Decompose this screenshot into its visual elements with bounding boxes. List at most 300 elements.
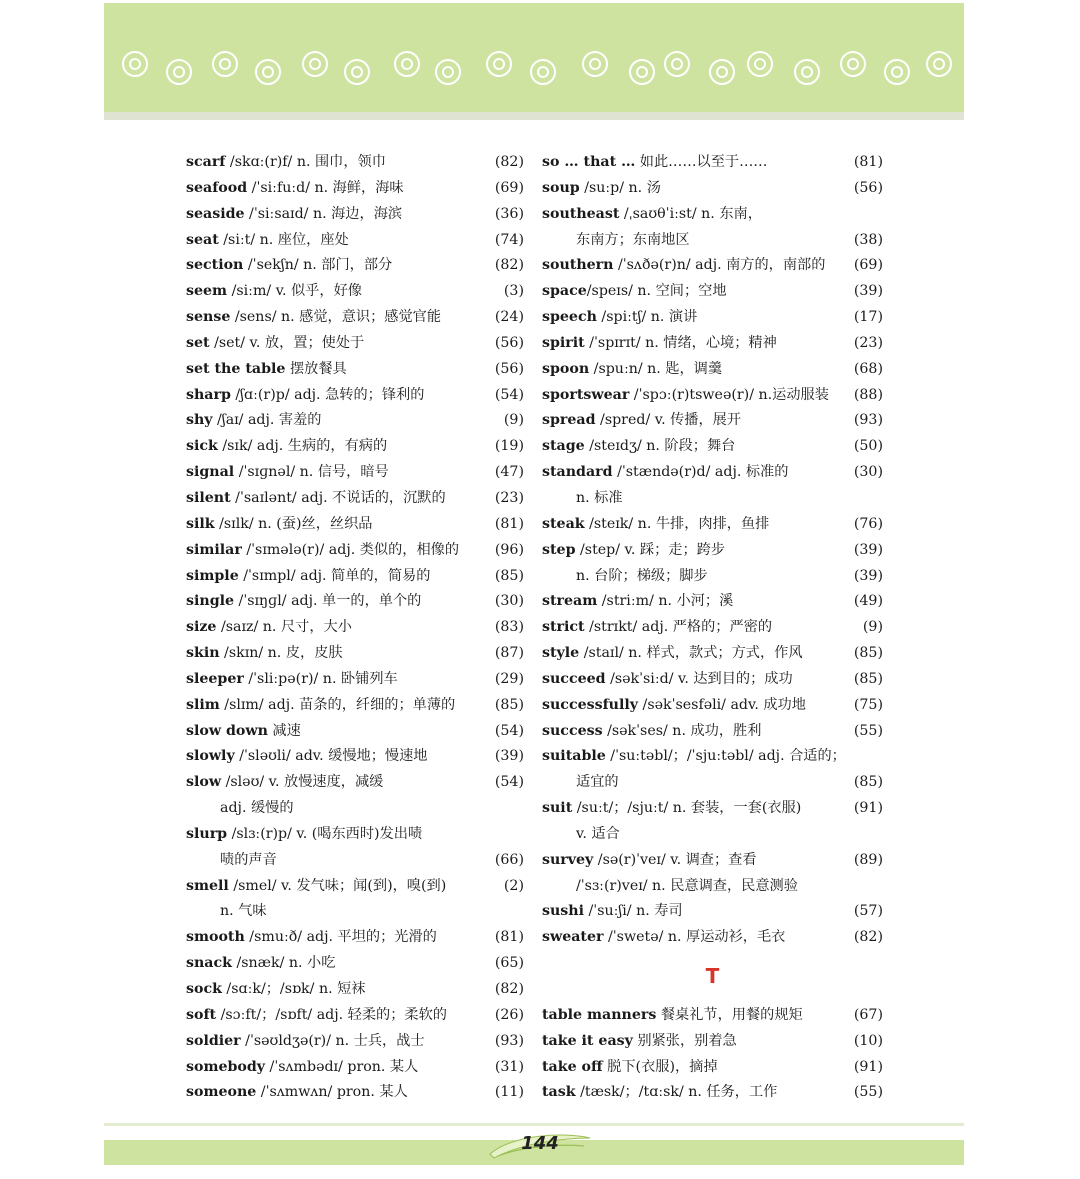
glossary-entry [542,538,883,564]
definition: /ˈsliːpə(r)/ n. 卧铺列车 [243,670,398,687]
definition: /ˌsaʊθˈiːst/ n. 东南， [619,205,762,222]
glossary-entry [542,331,883,357]
entry-text [186,460,389,486]
entry-text [186,874,446,900]
entry-text [186,770,383,796]
page-reference: (85) [853,670,883,687]
headword: seat [186,231,219,248]
entry-text [542,564,708,590]
definition: n. 气味 [220,903,267,920]
glossary-entry [542,874,883,900]
entry-text [186,796,294,822]
definition: /suːt/；/sjuːt/ n. 套装，一套(衣服) [572,800,802,817]
definition: /sləʊ/ v. 放慢速度，减缓 [221,774,384,791]
entry-text [542,538,725,564]
page-reference: (49) [853,593,883,610]
glossary-entry [186,331,524,357]
entry-text [186,434,387,460]
headword: seem [186,283,228,300]
page-reference: (31) [494,1058,524,1075]
entry-text [186,512,373,538]
glossary-entry [186,176,524,202]
glossary-entry [186,770,524,796]
page-reference: (81) [853,154,883,170]
glossary-entry [542,1055,883,1081]
glossary-entry [542,253,883,279]
page-reference: (65) [494,955,524,972]
entry-text [186,383,424,409]
page-reference: (54) [494,386,524,403]
glossary-entry [186,202,524,228]
definition: /ˈsɪɡnəl/ n. 信号，暗号 [234,464,389,481]
page-reference: (11) [494,1084,524,1101]
entry-text [186,1003,447,1029]
headword: success [542,722,603,739]
glossary-entry [542,667,883,693]
definition: /set/ v. 放，置；使处于 [209,334,365,351]
definition: /ˈswetə/ n. 厚运动衫，毛衣 [603,929,786,946]
entry-text [186,486,446,512]
headword: slowly [186,748,235,765]
headword: style [542,645,580,662]
entry-text [186,1080,408,1106]
page-reference: (39) [853,541,883,558]
headword: smooth [186,929,245,946]
definition: /sens/ n. 感觉，意识；感觉官能 [230,309,442,326]
page-reference: (75) [853,696,883,713]
glossary-entry [542,228,883,254]
definition: n. 标准 [576,489,623,506]
glossary-entry [542,899,883,925]
page-reference: (85) [494,567,524,584]
headword: soup [542,179,580,196]
glossary-entry [542,693,883,719]
t-entries [542,1003,883,1106]
definition: /ˈsləʊli/ adv. 缓慢地；慢速地 [234,748,428,765]
definition: /smuːð/ adj. 平坦的；光滑的 [244,929,437,946]
entry-text [542,925,785,951]
entry-text [542,1055,718,1081]
ring-ornament-icon [709,59,735,85]
definition: /ˈstændə(r)d/ adj. 标准的 [612,464,789,481]
glossary-entry [186,408,524,434]
glossary-entry [186,667,524,693]
entry-text [186,331,364,357]
headword: sushi [542,903,584,920]
page-reference: (55) [853,722,883,739]
page-reference: (69) [853,257,883,274]
entry-text [186,667,398,693]
entry-text [542,408,741,434]
definition: 脱下(衣服)，摘掉 [602,1058,718,1075]
definition: /strɪkt/ adj. 严格的；严密的 [584,619,773,636]
headword: successfully [542,696,639,713]
headword: signal [186,464,235,481]
headword: southeast [542,205,620,222]
headword: table manners [542,1006,657,1023]
page-reference: (85) [494,696,524,713]
entry-text [542,822,620,848]
page-reference: (82) [494,154,524,170]
header-banner [104,3,964,119]
page-reference: (82) [853,929,883,946]
glossary-entry [186,822,524,848]
definition: /saɪz/ n. 尺寸，大小 [216,619,352,636]
entry-text [186,408,322,434]
section-letter: T [705,964,720,989]
page-reference: (10) [853,1032,883,1049]
page-reference: (39) [853,567,883,584]
entry-text [542,667,793,693]
entry-text [542,434,735,460]
headword: standard [542,464,613,481]
headword: set the table [186,360,286,377]
definition: /ˈsɜː(r)veɪ/ n. 民意调查，民意测验 [576,877,798,894]
entry-text [186,357,347,383]
headword: shy [186,412,213,429]
definition: /speɪs/ n. 空间；空地 [586,283,727,300]
definition: /spred/ v. 传播，展开 [595,412,742,429]
entry-text [186,822,422,848]
ring-ornament-icon [302,51,328,77]
headword: someone [186,1084,257,1101]
entry-text [186,719,301,745]
entry-text [186,202,402,228]
glossary-column-right [542,150,883,1106]
headword: sense [186,309,231,326]
ring-ornament-icon [530,59,556,85]
page-reference: (56) [494,360,524,377]
page-reference: (55) [853,1084,883,1101]
page-reference: (2) [503,877,524,894]
page-reference: (54) [494,774,524,791]
headword: sick [186,438,218,455]
headword: spirit [542,334,585,351]
definition: /staɪl/ n. 样式，款式；方式，作风 [579,645,803,662]
glossary-entry [186,615,524,641]
page-reference: (76) [853,515,883,532]
ring-ornament-icon [926,51,952,77]
definition: /steɪdʒ/ n. 阶段；舞台 [584,438,736,455]
entry-text [542,460,788,486]
definition: /ˈsɪmələ(r)/ adj. 类似的，相像的 [241,541,460,558]
glossary-entry [542,1080,883,1106]
page-reference: (82) [494,981,524,997]
page-reference: (85) [853,774,883,791]
page-reference: (39) [494,748,524,765]
page-reference: (96) [494,541,524,558]
decorative-rings [104,3,964,119]
headword: somebody [186,1058,266,1075]
headword: single [186,593,235,610]
page-reference: (85) [853,645,883,662]
glossary-entry [186,383,524,409]
glossary-entry [186,564,524,590]
definition: 东南方；东南地区 [576,231,690,248]
headword: task [542,1084,576,1101]
definition: /ˈsɪŋɡl/ adj. 单一的，单个的 [234,593,422,610]
page-reference: (88) [853,386,883,403]
headword: steak [542,515,585,532]
page-reference: (36) [494,205,524,222]
definition: /ˈsiːsaɪd/ n. 海边，海滨 [244,205,403,222]
entry-text [542,641,803,667]
headword: skin [186,645,220,662]
entry-text [186,589,421,615]
page-reference: (3) [503,283,524,300]
headword: suitable [542,748,606,765]
definition: /sɪk/ adj. 生病的，有病的 [217,438,388,455]
glossary-entry [186,1055,524,1081]
entry-text [186,615,352,641]
entry-text [542,331,777,357]
headword: scarf [186,154,226,170]
headword: slow down [186,722,268,739]
ring-ornament-icon [747,51,773,77]
definition: /ˈsəʊldʒə(r)/ n. 士兵，战士 [240,1032,425,1049]
entry-text [186,977,365,1003]
glossary-entry [186,486,524,512]
headword: so … that … [542,154,636,170]
page-number-badge [484,1124,596,1164]
page-reference: (38) [853,231,883,248]
definition: /snæk/ n. 小吃 [231,955,336,972]
page-reference: (74) [494,231,524,248]
glossary-entry [186,460,524,486]
page-reference: (47) [494,464,524,481]
entry-text [542,253,825,279]
definition: 啧的声音 [220,851,277,868]
definition: 如此……以至于…… [635,154,768,170]
ring-ornament-icon [122,51,148,77]
entry-text [186,279,362,305]
ring-ornament-icon [166,59,192,85]
headword: southern [542,257,614,274]
entry-text [186,176,404,202]
glossary-entry [186,925,524,951]
definition: /striːm/ n. 小河；溪 [597,593,734,610]
glossary-entry [542,305,883,331]
definition: /spuːn/ n. 匙，调羹 [589,360,723,377]
glossary-entry [542,1003,883,1029]
page-reference: (9) [862,619,883,636]
glossary-entry [542,486,883,512]
glossary-entry [542,176,883,202]
glossary-entry [542,925,883,951]
page-reference: (17) [853,309,883,326]
page-reference: (30) [853,464,883,481]
glossary-entry [186,1003,524,1029]
glossary-entry [542,615,883,641]
definition: /skɪn/ n. 皮，皮肤 [219,645,343,662]
headword: take off [542,1058,603,1075]
page-reference: (50) [853,438,883,455]
entry-text [542,1029,737,1055]
glossary-entry [186,305,524,331]
page-reference: (39) [853,283,883,300]
definition: /siːt/ n. 座位，座处 [218,231,349,248]
definition: /step/ v. 踩；走；跨步 [575,541,726,558]
entry-text [186,305,441,331]
headword: spoon [542,360,590,377]
definition: /səkˈsiːd/ v. 达到目的；成功 [605,670,793,687]
definition: 摆放餐具 [285,360,347,377]
glossary-entry [186,589,524,615]
entry-text [186,228,349,254]
glossary-entry [542,434,883,460]
page-reference: (83) [494,619,524,636]
page-reference: (93) [494,1032,524,1049]
glossary-entry [186,693,524,719]
headword: spread [542,412,596,429]
definition: /steɪk/ n. 牛排，肉排，鱼排 [584,515,770,532]
entry-text [542,512,769,538]
entry-text [542,228,690,254]
entry-text [186,641,343,667]
glossary-entry [186,253,524,279]
definition: /ˈsʌðə(r)n/ adj. 南方的，南部的 [613,257,826,274]
s-entries [542,150,883,951]
entry-text [542,176,661,202]
definition: /sə(r)ˈveɪ/ v. 调查；查看 [593,851,757,868]
definition: /ˈsʌmbədɪ/ pron. 某人 [265,1058,419,1075]
glossary-entry [186,538,524,564]
entry-text [542,899,683,925]
definition: /səkˈses/ n. 成功，胜利 [602,722,762,739]
glossary-entry [542,150,883,176]
definition: /ˈsuːʃi/ n. 寿司 [584,903,683,920]
headword: stream [542,593,598,610]
glossary-entry [542,1029,883,1055]
glossary-entry [186,150,524,176]
page-reference: (89) [853,851,883,868]
glossary-entry [186,279,524,305]
headword: take it easy [542,1032,633,1049]
glossary-entry [542,357,883,383]
glossary-entry [186,719,524,745]
headword: silent [186,489,231,506]
ring-ornament-icon [255,59,281,85]
definition: /ˈsiːfuːd/ n. 海鲜，海味 [247,179,404,196]
glossary-entry [542,564,883,590]
entry-text [542,744,846,770]
page-reference: (91) [853,800,883,817]
entry-text [542,719,761,745]
ring-ornament-icon [840,51,866,77]
entry-text [186,848,277,874]
definition: /tæsk/；/tɑːsk/ n. 任务，工作 [575,1084,778,1101]
ring-ornament-icon [344,59,370,85]
page-reference: (23) [494,489,524,506]
headword: speech [542,309,597,326]
entry-text [186,1055,418,1081]
definition: /suːp/ n. 汤 [579,179,661,196]
entry-text [542,279,727,305]
entry-text [186,899,267,925]
definition: /slɪm/ adj. 苗条的，纤细的；单薄的 [219,696,456,713]
headword: silk [186,515,215,532]
entry-text [542,693,806,719]
page-reference: (56) [494,334,524,351]
glossary-entry [186,848,524,874]
page-reference: (69) [494,179,524,196]
definition: /ˈsekʃn/ n. 部门，部分 [243,257,393,274]
headword: soft [186,1006,217,1023]
definition: /slɜː(r)p/ v. (喝东西时)发出啧 [227,825,423,842]
headword: snack [186,955,232,972]
definition: /sɔːft/；/sɒft/ adj. 轻柔的；柔软的 [216,1006,447,1023]
entry-text [186,951,335,977]
page-reference: (54) [494,722,524,739]
definition: n. 台阶；梯级；脚步 [576,567,708,584]
glossary-entry [542,408,883,434]
headword: strict [542,619,585,636]
ring-ornament-icon [212,51,238,77]
entry-text [542,150,767,176]
page-reference: (93) [853,412,883,429]
page-reference: (26) [494,1006,524,1023]
definition: v. 适合 [576,825,620,842]
ring-ornament-icon [394,51,420,77]
headword: slurp [186,825,228,842]
glossary-entry [542,822,883,848]
page-reference: (19) [494,438,524,455]
definition: /səkˈsesfəli/ adv. 成功地 [638,696,806,713]
definition: /sɪlk/ n. (蚕)丝，丝织品 [214,515,373,532]
entry-text [542,202,762,228]
page-reference: (57) [853,903,883,920]
glossary-entry [542,202,883,228]
headword: survey [542,851,594,868]
page-reference: (30) [494,593,524,610]
headword: stage [542,438,585,455]
entry-text [542,770,619,796]
ring-ornament-icon [629,59,655,85]
entry-text [542,357,722,383]
definition: /ˈsɪmpl/ adj. 简单的，简易的 [238,567,431,584]
glossary-entry [186,796,524,822]
page-reference: (29) [494,670,524,687]
glossary-entry [186,1029,524,1055]
headword: slow [186,774,222,791]
glossary-entry [186,744,524,770]
page-reference: (9) [503,412,524,429]
page-reference: (56) [853,179,883,196]
headword: smell [186,877,229,894]
headword: similar [186,541,242,558]
glossary-entry [542,848,883,874]
headword: size [186,619,217,636]
entry-text [542,615,772,641]
headword: suit [542,800,573,817]
entry-text [186,1029,425,1055]
entry-text [542,1003,803,1029]
glossary-entry [186,641,524,667]
definition: /ˈspɪrɪt/ n. 情绪，心境；精神 [584,334,777,351]
definition: /ʃaɪ/ adj. 害羞的 [212,412,322,429]
glossary-entry [542,589,883,615]
headword: sock [186,981,222,997]
glossary-entry [186,434,524,460]
headword: slim [186,696,220,713]
definition: /ˈsʌmwʌn/ pron. 某人 [256,1084,408,1101]
glossary-entry [542,641,883,667]
headword: set [186,334,210,351]
glossary-entry [186,899,524,925]
ring-ornament-icon [486,51,512,77]
entry-text [542,305,697,331]
glossary-entry [542,460,883,486]
